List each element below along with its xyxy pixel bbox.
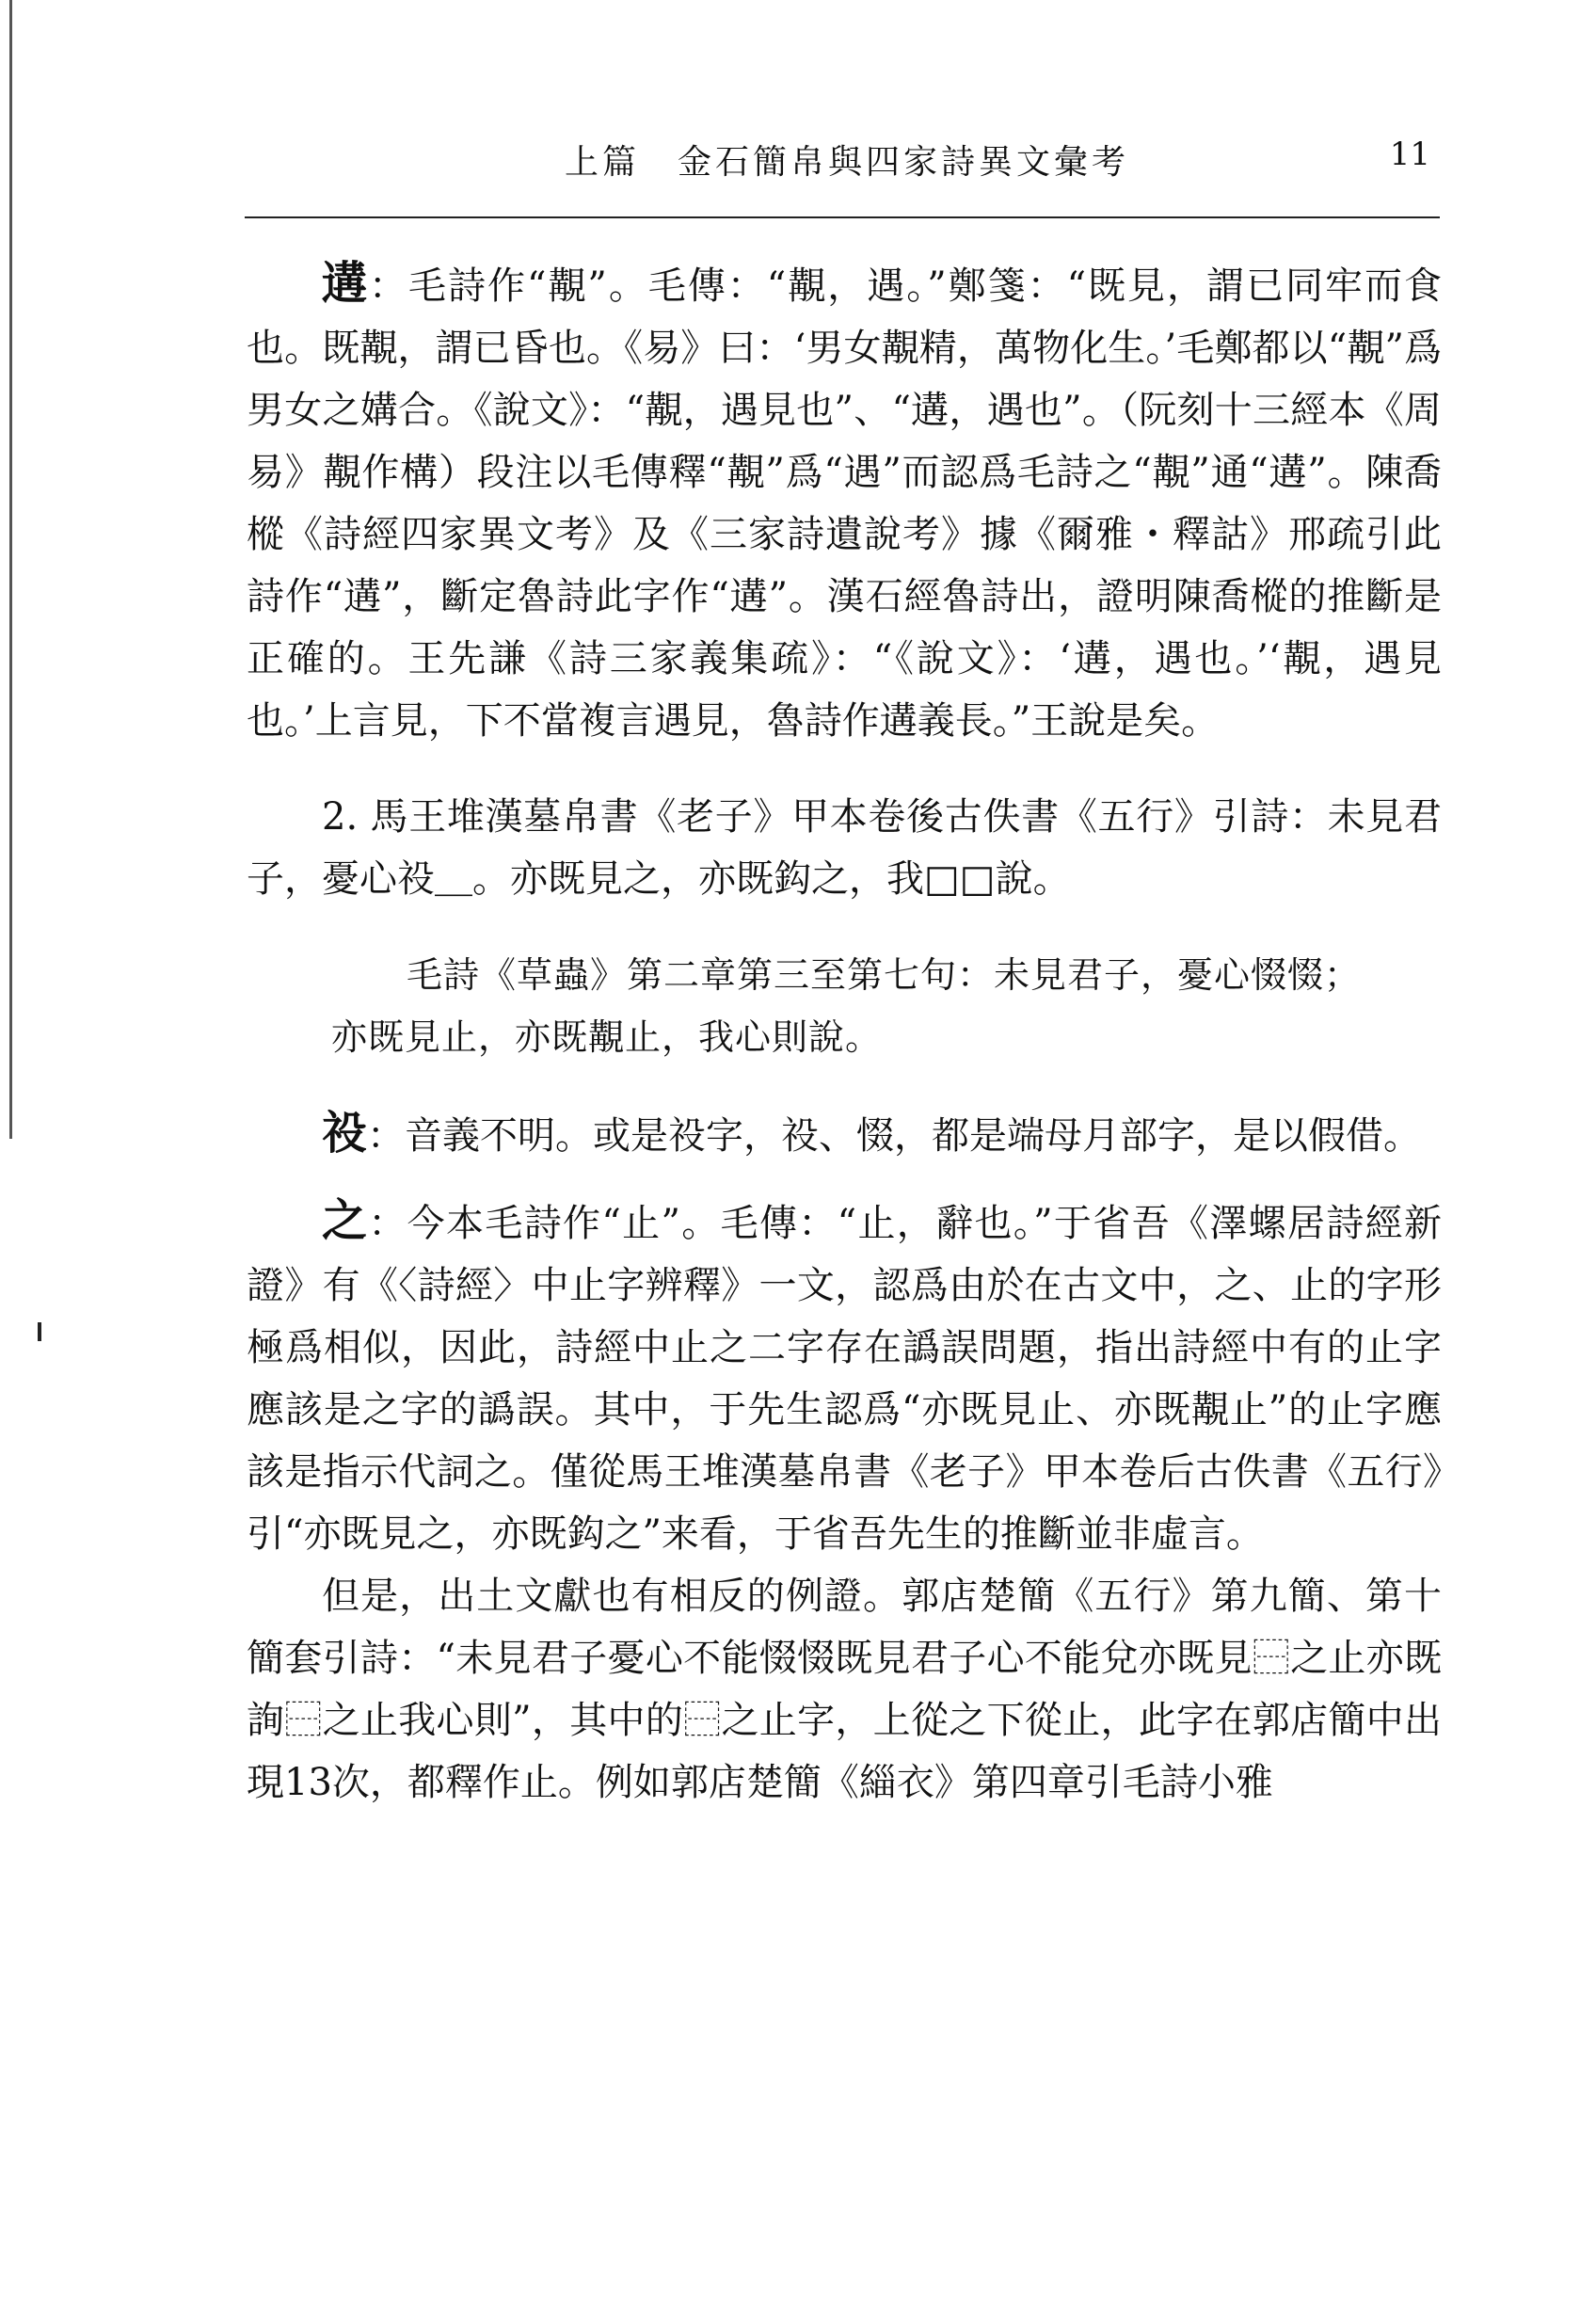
running-title: 上篇 金石簡帛與四家詩異文彙考 [565,143,1130,182]
quote-line-2: 亦既見止，亦既覯止，我心則說。 [331,1016,883,1058]
paragraph-zhi-text: ：今本毛詩作“止”。毛傳：“止，辭也。”于省吾《澤螺居詩經新證》有《〈詩經〉中止字辨釋》一文，認爲由於在古文中，之、止的字形極爲相似，因此，詩經中止之二字存在譌誤問題，指出詩經中有的止字應該是之字的譌誤。其中，于先生認爲“亦既見止、亦既覯止”的止字應該是指示代詞之。僅從馬王堆漢墓帛書《老子》甲本卷后古佚書《五行》引“亦既見之，亦既鈎之”来看，于省吾先生的推斷並非虛言。 [247,1202,1442,1556]
paragraph-mawangdui: 2. 馬王堆漢墓帛書《老子》甲本卷後古佚書《五行》引詩：未見君子，憂心祋＿。亦既見之，亦既鈎之，我□□說。 [247,795,1442,901]
body-text [247,252,1442,1814]
paragraph-duo [247,1102,1442,1167]
paragraph-zhi [247,1190,1442,1565]
paragraph-guodian: 但是，出土文獻也有相反的例證。郭店楚簡《五行》第九簡、第十簡套引詩：“未見君子憂心不能惙惙既見君子心不能兌亦既見⿱之止亦既詢⿱之止我心則”，其中的⿱之止字，上從之下從止，此字在郭店簡中出現13次，都釋作止。例如郭店楚簡《緇衣》第四章引毛詩小雅 [247,1575,1442,1804]
paragraph-duo-text: ：音義不明。或是祋字，祋、惙，都是端母月部字，是以假借。 [367,1114,1422,1158]
binding-edge-line [9,0,12,1139]
block-quote-maoshi [247,944,1442,1068]
header-rule [245,216,1440,218]
paragraph-gou [247,252,1442,752]
term-zhi: 之 [322,1194,369,1247]
page-number: 11 [1389,136,1430,173]
scan-mark [38,1322,41,1341]
quote-line-1: 毛詩《草蟲》第二章第三至第七句：未見君子，憂心惙惙； [407,954,1362,996]
term-duo: 祋 [322,1107,368,1160]
running-header [245,132,1440,188]
term-gou: 遘 [322,257,369,310]
paragraph-gou-text: ：毛詩作“覯”。毛傳：“覯，遇。”鄭箋：“既見，謂已同牢而食也。既覯，謂已昏也。《易》曰：‘男女覯精，萬物化生。’毛鄭都以“覯”爲男女之媾合。《說文》：“覯，遇見也”、“遘，遇也”。（阮刻十三經本《周易》覯作構）段注以毛傳釋“覯”爲“遇”而認爲毛詩之“覯”通“遘”。陳喬樅《詩經四家異文考》及《三家詩遺說考》據《爾雅・釋詁》邢疏引此詩作“遘”，斷定魯詩此字作“遘”。漢石經魯詩出，證明陳喬樅的推斷是正確的。王先謙《詩三家義集疏》：“《說文》：‘遘，遇也。’‘覯，遇見也。’上言見，下不當複言遇見，魯詩作遘義長。”王說是矣。 [247,264,1442,743]
